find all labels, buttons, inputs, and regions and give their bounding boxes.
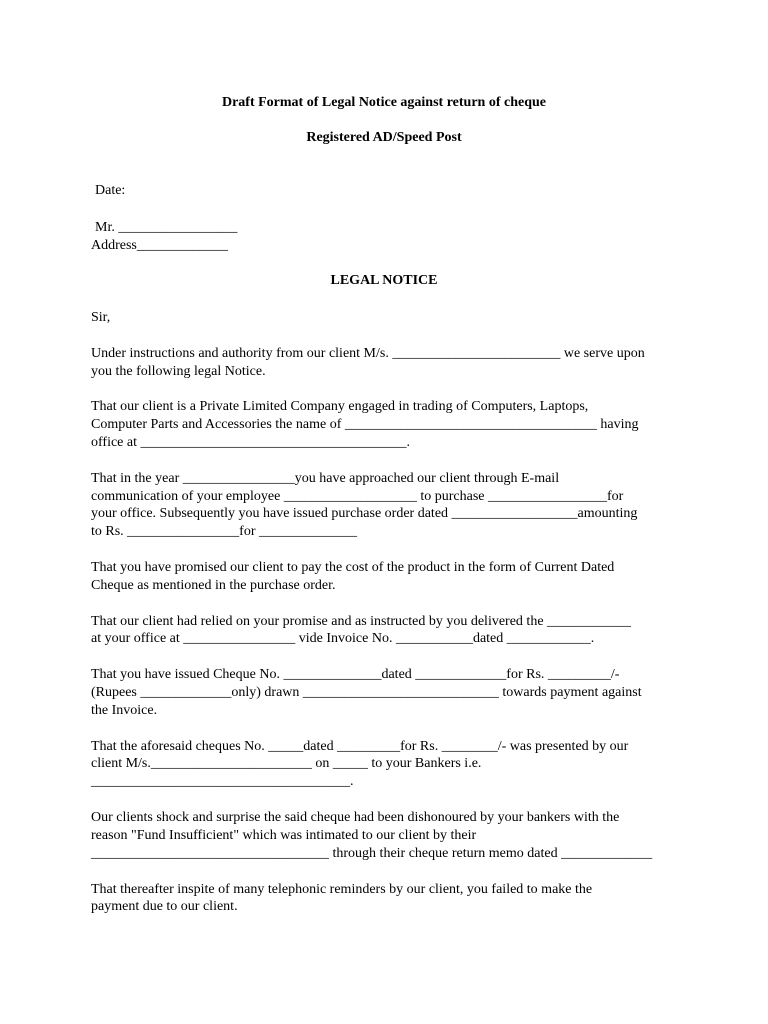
- paragraph-line: _____________________________________.: [91, 774, 354, 790]
- paragraph-line: client M/s._______________________ on _____ to your Bankers i.e.: [91, 756, 482, 772]
- paragraph: [91, 738, 731, 792]
- paragraph: [91, 345, 731, 381]
- date-label: Date:: [95, 183, 126, 198]
- paragraph-line: That you have issued Cheque No. ______________dated _____________for Rs. _________/-: [91, 667, 620, 683]
- paragraph: [91, 809, 731, 863]
- paragraph-line: your office. Subsequently you have issued purchase order dated __________________amounting: [91, 506, 638, 522]
- salutation: Sir,: [91, 310, 111, 325]
- paragraph-line: communication of your employee ___________________ to purchase _________________for: [91, 488, 624, 504]
- paragraph: [91, 470, 731, 541]
- paragraph: [91, 398, 731, 452]
- document-subtitle: Registered AD/Speed Post: [306, 130, 462, 145]
- paragraph-line: Cheque as mentioned in the purchase order.: [91, 577, 336, 593]
- paragraph-line: Computer Parts and Accessories the name of ____________________________________ having: [91, 417, 639, 433]
- paragraph-line: to Rs. ________________for ______________: [91, 524, 357, 540]
- paragraph: [91, 559, 731, 595]
- paragraph-line: That thereafter inspite of many telephonic reminders by our client, you failed to make the: [91, 881, 593, 897]
- paragraph: [91, 666, 731, 720]
- paragraph-line: That the aforesaid cheques No. _____dated _________for Rs. ________/- was presented by our: [91, 738, 629, 754]
- paragraph-line: the Invoice.: [91, 702, 158, 718]
- paragraph-line: __________________________________ through their cheque return memo dated _____________: [91, 845, 653, 861]
- paragraph-line: office at ______________________________________.: [91, 435, 410, 451]
- paragraph-line: That our client is a Private Limited Company engaged in trading of Computers, Laptops,: [91, 399, 589, 415]
- paragraph-line: Our clients shock and surprise the said cheque had been dishonoured by your bankers with the: [91, 810, 620, 826]
- paragraph: [91, 613, 731, 649]
- notice-heading: LEGAL NOTICE: [330, 273, 438, 288]
- addressee-address-line: Address_____________: [91, 238, 228, 253]
- paragraph-line: That you have promised our client to pay the cost of the product in the form of Current Dated: [91, 560, 615, 576]
- paragraph-line: (Rupees _____________only) drawn ____________________________ towards payment against: [91, 685, 642, 701]
- paragraph-line: at your office at ________________ vide Invoice No. ___________dated ____________.: [91, 631, 595, 647]
- addressee-name-line: Mr. _________________: [95, 220, 238, 235]
- paragraph-line: That our client had relied on your promise and as instructed by you delivered the ____________: [91, 613, 632, 629]
- paragraph-line: payment due to our client.: [91, 899, 238, 915]
- notice-body: [91, 309, 731, 916]
- paragraph-line: Under instructions and authority from our client M/s. ________________________ we serve upon: [91, 345, 645, 361]
- paragraph: [91, 881, 731, 917]
- paragraph-line: That in the year ________________you have approached our client through E-mail: [91, 470, 560, 486]
- paragraph-line: you the following legal Notice.: [91, 363, 266, 379]
- document-title: Draft Format of Legal Notice against return of cheque: [221, 95, 546, 110]
- paragraph-line: reason "Fund Insufficient" which was intimated to our client by their: [91, 827, 477, 843]
